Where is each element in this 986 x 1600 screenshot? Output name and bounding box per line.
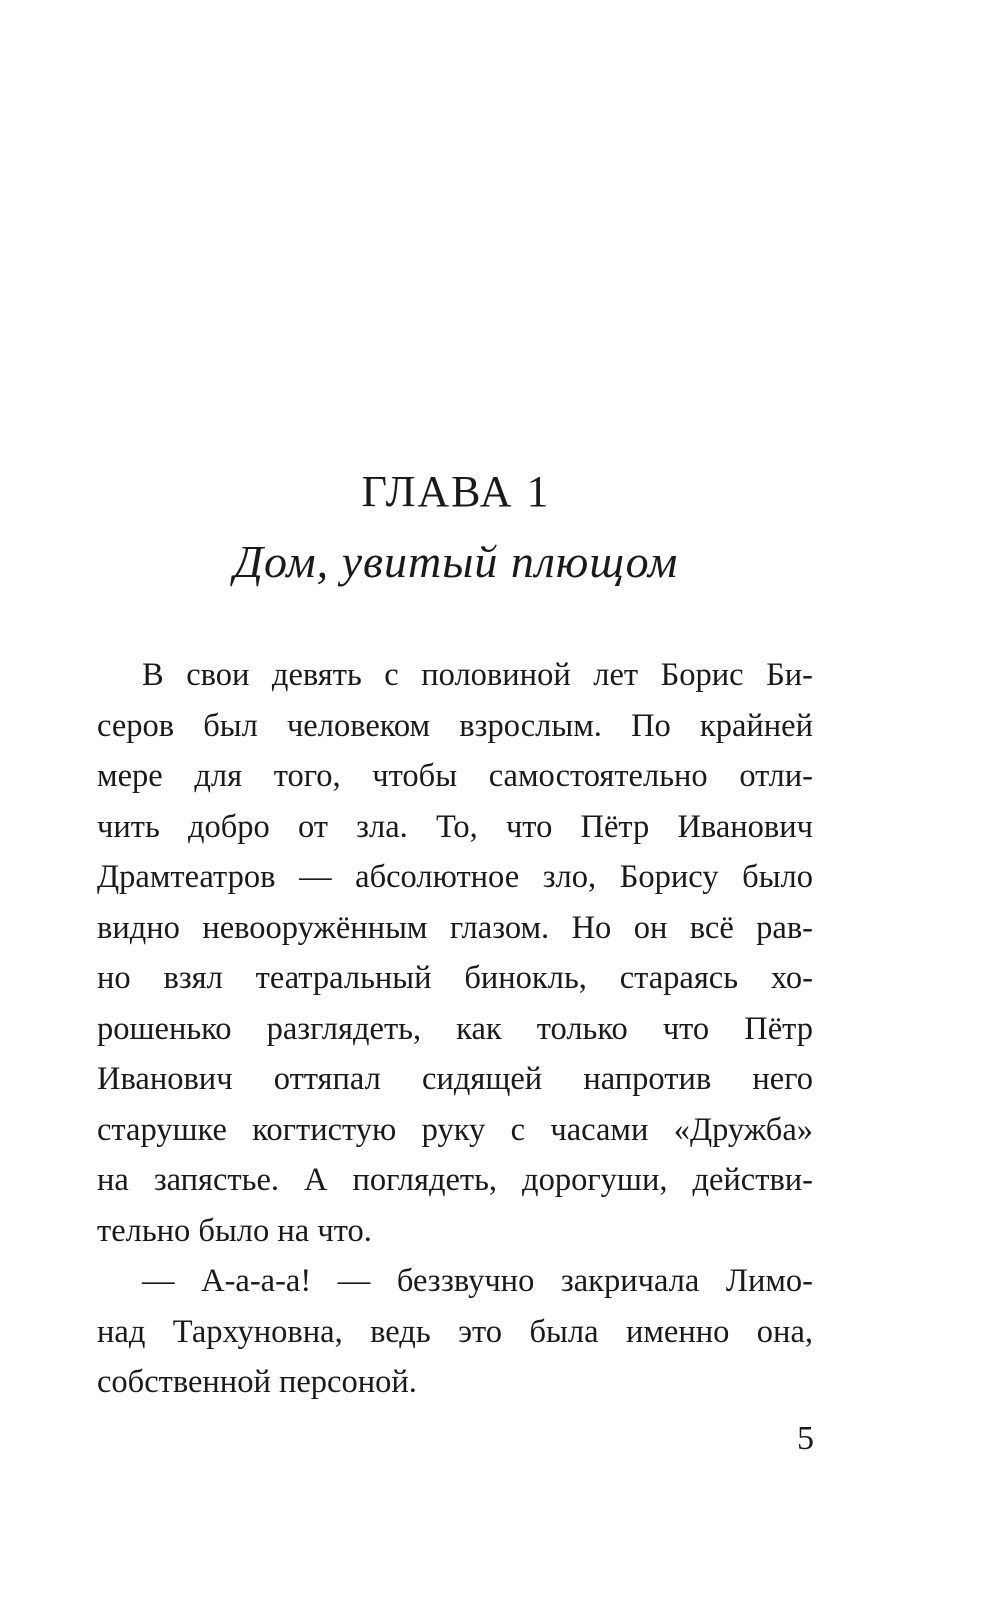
text-line: собственной персоной.	[97, 1364, 417, 1400]
chapter-title: Дом, увитый плющом	[233, 536, 679, 587]
text-line: рошенько разглядеть, как только что Пётр	[97, 1010, 813, 1047]
text-line: Иванович оттяпал сидящей напротив него	[97, 1061, 813, 1097]
text-line: — А-а-а-а! — беззвучно закричала Лимо-	[142, 1263, 813, 1299]
text-line: старушке когтистую руку с часами «Дружба»	[97, 1111, 813, 1148]
page-number: 5	[797, 1420, 814, 1457]
text-line: серов был человеком взрослым. По крайней	[97, 707, 813, 744]
text-line: но взял театральный бинокль, стараясь хо-	[97, 960, 813, 996]
body-text	[97, 650, 813, 1408]
text-line: над Тархуновна, ведь это была именно она,	[97, 1313, 813, 1350]
text-line: чить добро от зла. То, что Пётр Иванович	[97, 808, 813, 845]
text-line: на запястье. А поглядеть, дорогуши, действи-	[97, 1162, 813, 1198]
text-line: видно невооружённым глазом. Но он всё рав-	[97, 909, 813, 946]
text-line: Драмтеатров — абсолютное зло, Борису было	[97, 859, 813, 895]
text-line: В свои девять с половиной лет Борис Би-	[142, 657, 813, 693]
text-line: мере для того, чтобы самостоятельно отли-	[97, 758, 813, 794]
chapter-number: ГЛАВА 1	[361, 467, 551, 516]
text-line: тельно было на что.	[97, 1212, 372, 1249]
